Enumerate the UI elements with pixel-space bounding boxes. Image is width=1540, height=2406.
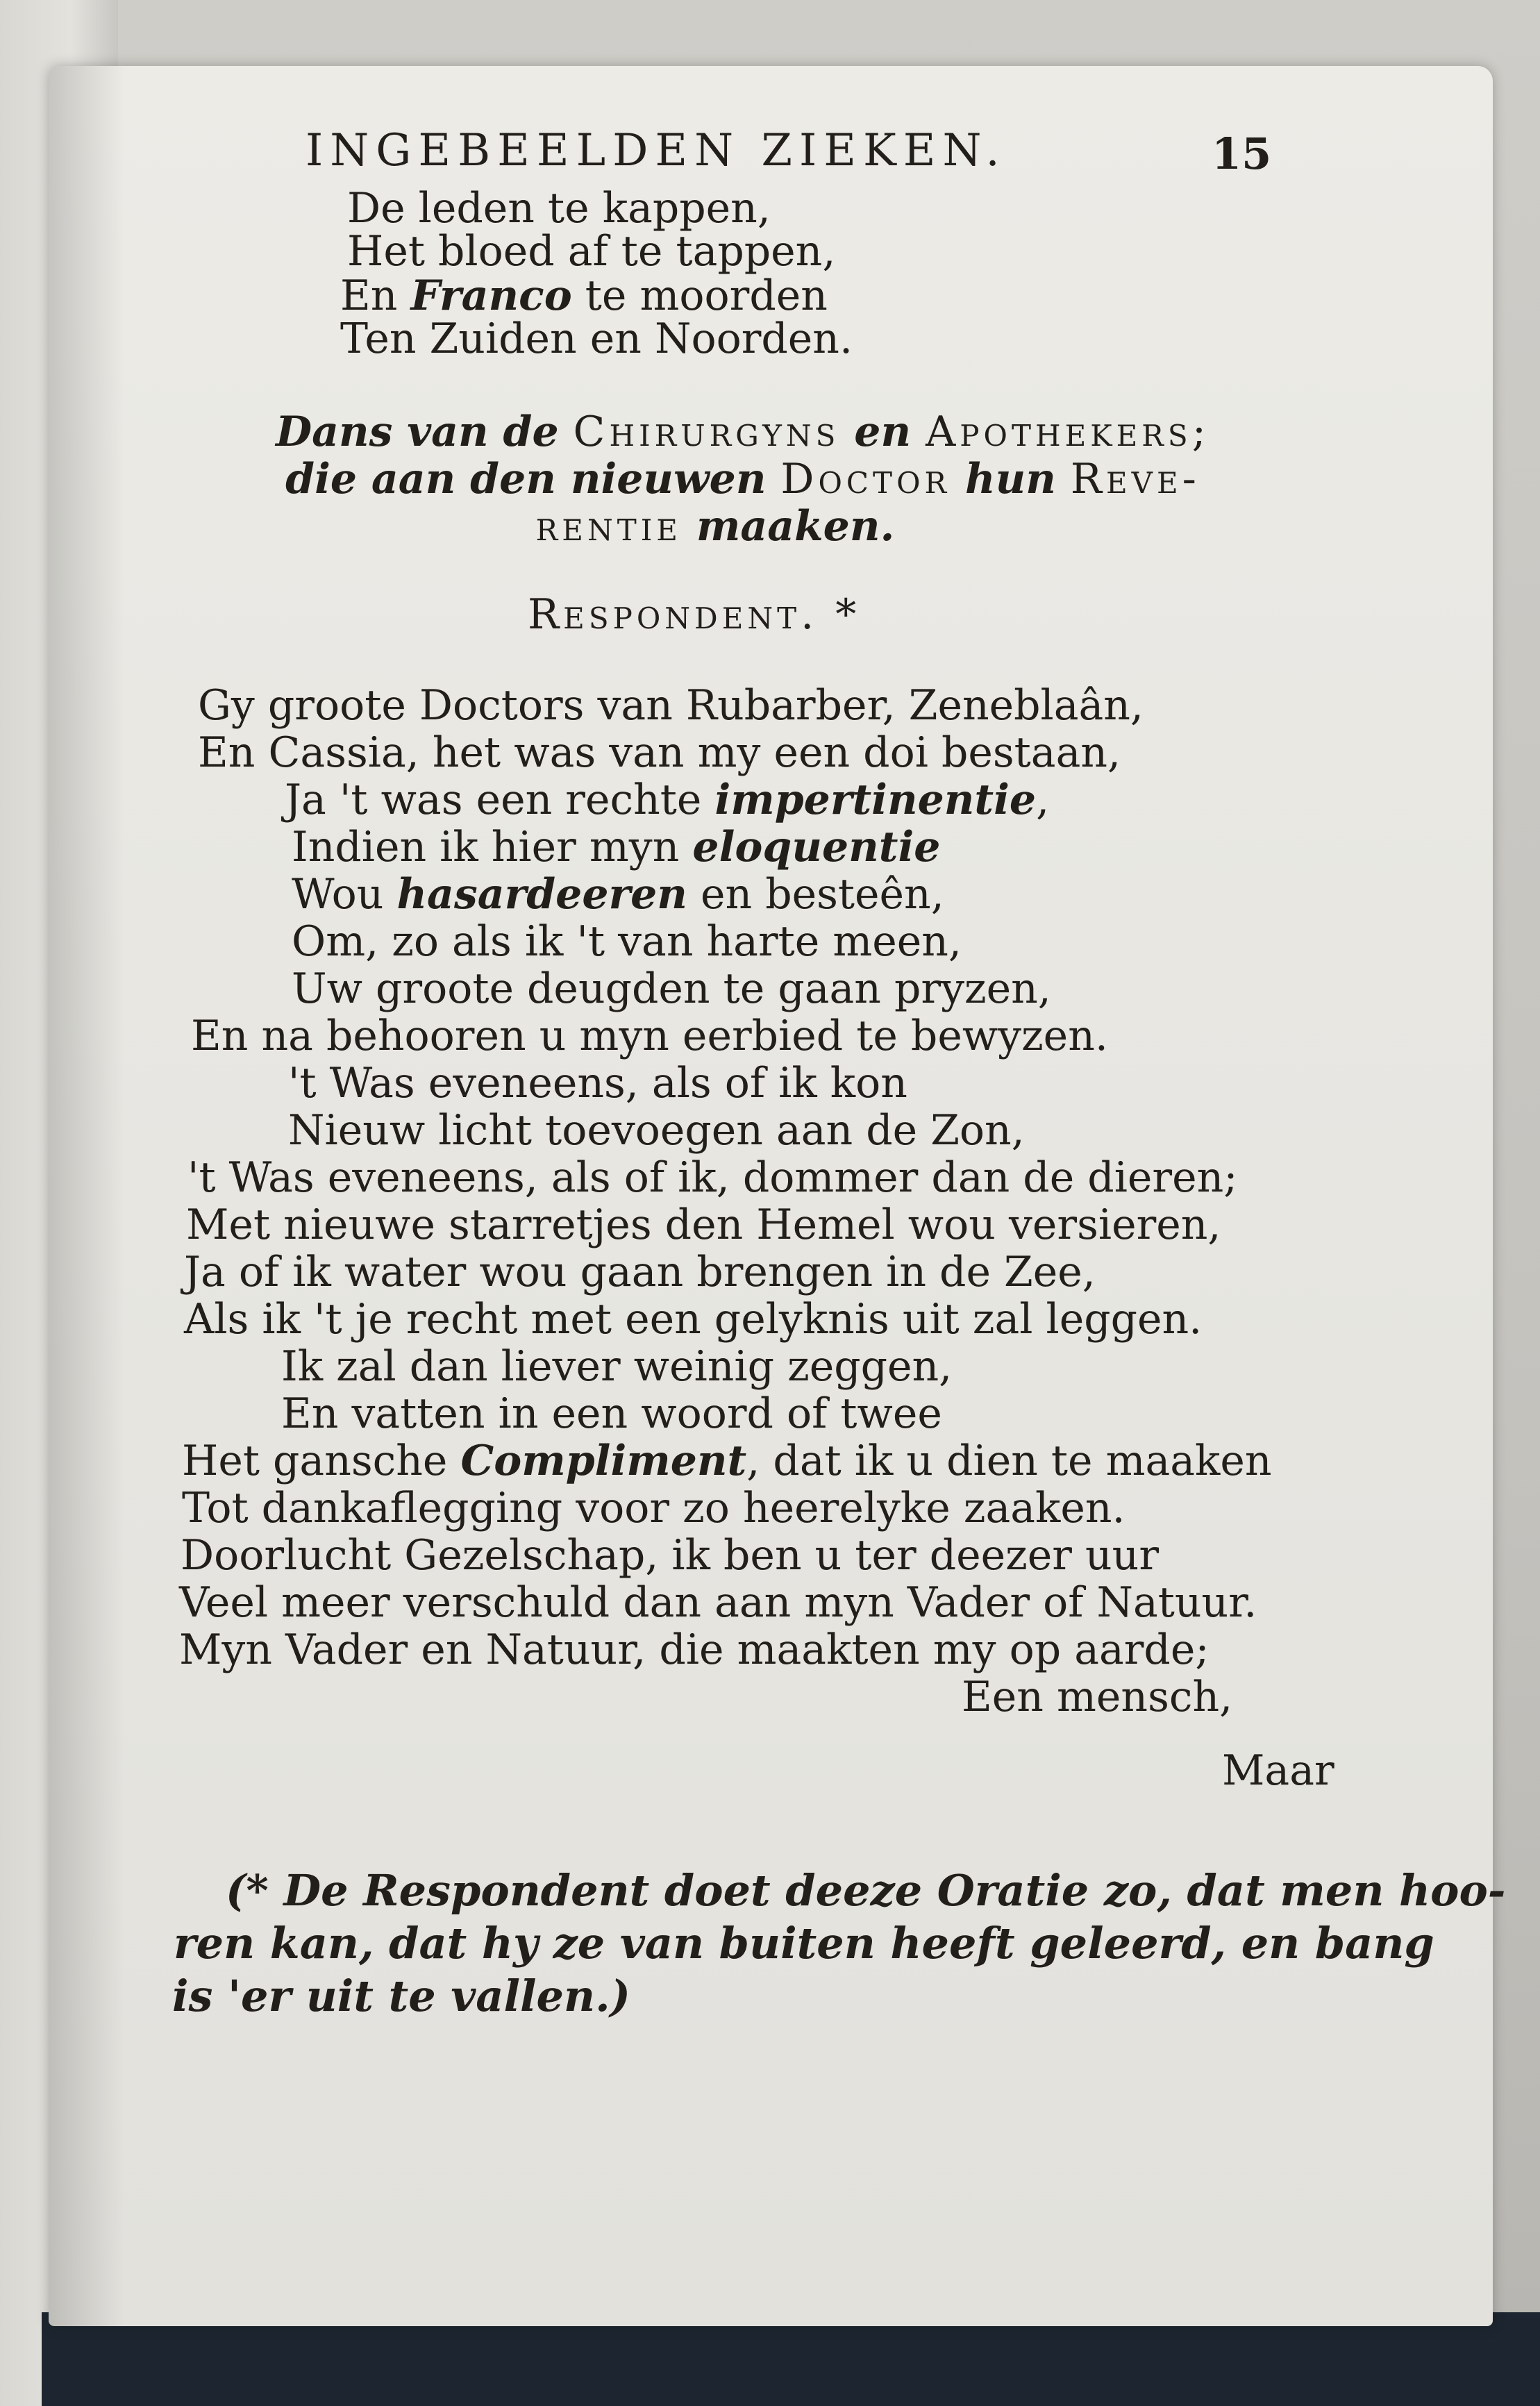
- text-run: Franco: [410, 271, 572, 320]
- text-run: 't Was eveneens, als of ik, dommer dan de dieren;: [187, 1153, 1238, 1202]
- text-run: Apothekers;: [925, 408, 1210, 456]
- text-run: 't Was eveneens, als of ik kon: [288, 1059, 907, 1108]
- speech-line: [292, 870, 944, 919]
- text-run: is 'er uit te vallen.): [172, 1971, 630, 2021]
- text-run: hun: [951, 455, 1071, 503]
- stanza-line: [347, 184, 771, 233]
- running-head: INGEBEELDEN ZIEKEN.: [306, 125, 1007, 176]
- text-run: Om, zo als ik 't van harte meen,: [292, 917, 962, 966]
- text-run: Gy groote Doctors van Rubarber, Zeneblaân,: [198, 681, 1144, 730]
- stage-direction-line: [194, 408, 1291, 456]
- text-run: Ja 't was een rechte: [285, 776, 715, 824]
- text-run: hasardeeren: [396, 870, 687, 919]
- text-run: Myn Vader en Natuur, die maakten my op aarde;: [179, 1626, 1210, 1674]
- speech-line: [182, 1484, 1125, 1532]
- text-run: Uw groote deugden te gaan pryzen,: [292, 964, 1051, 1013]
- speech-line: [186, 1201, 1221, 1249]
- footnote-line: [172, 1971, 630, 2021]
- page-number: 15: [1212, 128, 1272, 179]
- speech-line: [288, 1059, 907, 1108]
- text-run: Veel meer verschuld dan aan myn Vader of Natuur.: [179, 1578, 1257, 1627]
- text-run: Een mensch,: [962, 1673, 1233, 1721]
- speech-line: [962, 1673, 1233, 1721]
- stanza-line: [340, 271, 828, 320]
- speech-line: [181, 1531, 1160, 1580]
- text-run: , dat ik u dien te maaken: [746, 1437, 1272, 1485]
- speech-line: [198, 728, 1121, 777]
- footnote-line: [174, 1918, 1434, 1969]
- text-run: Ja of ik water wou gaan brengen in de Zee,: [184, 1248, 1096, 1296]
- text-run: rentie: [535, 502, 682, 551]
- text-run: Nieuw licht toevoegen aan de Zon,: [288, 1106, 1025, 1155]
- text-run: Het gansche: [182, 1437, 461, 1485]
- text-run: die aan den nieuwen: [285, 455, 781, 503]
- text-run: Chirurgyns: [573, 408, 840, 456]
- speech-line: [198, 681, 1144, 730]
- stanza-line: [347, 227, 836, 276]
- text-run: Doctor: [780, 455, 951, 503]
- speech-line: [191, 1012, 1108, 1060]
- text-run: Het bloed af te tappen,: [347, 227, 836, 276]
- speaker-heading: Respondent. *: [528, 590, 861, 639]
- text-run: (* De Respondent doet deeze Oratie zo, dat men hoo-: [226, 1865, 1506, 1916]
- text-run: maaken.: [681, 502, 895, 551]
- speech-line: [292, 917, 962, 966]
- text-run: Wou: [292, 870, 397, 919]
- speech-line: [184, 1248, 1096, 1296]
- text-run: Als ik 't je recht met een gelyknis uit zal leggen.: [184, 1295, 1203, 1344]
- speech-line: [187, 1153, 1238, 1202]
- speech-line: [288, 1106, 1025, 1155]
- speech-line: [281, 1342, 953, 1391]
- text-run: impertinentie: [714, 776, 1037, 824]
- speech-line: [184, 1295, 1203, 1344]
- text-run: Tot dankaflegging voor zo heerelyke zaaken.: [182, 1484, 1125, 1532]
- catchword: Maar: [1222, 1746, 1334, 1795]
- text-run: ren kan, dat hy ze van buiten heeft geleerd, en bang: [174, 1918, 1434, 1969]
- stanza-line: [340, 315, 853, 363]
- text-run: Met nieuwe starretjes den Hemel wou versieren,: [186, 1201, 1221, 1249]
- text-run: En na behooren u myn eerbied te bewyzen.: [191, 1012, 1108, 1060]
- text-run: En: [340, 271, 411, 320]
- stage-direction-line: [458, 502, 972, 551]
- text-run: Ten Zuiden en Noorden.: [340, 315, 853, 363]
- text-run: en besteên,: [687, 870, 944, 919]
- text-run: En vatten in een woord of twee: [281, 1389, 942, 1438]
- text-run: En Cassia, het was van my een doi bestaan,: [198, 728, 1121, 777]
- speech-line: [285, 776, 1050, 824]
- speech-line: [182, 1437, 1272, 1485]
- speech-line: [281, 1389, 942, 1438]
- text-run: te moorden: [571, 271, 828, 320]
- speech-line: [292, 964, 1051, 1013]
- speech-line: [292, 823, 941, 871]
- speech-line: [179, 1578, 1257, 1627]
- page-gutter-shadow: [49, 66, 125, 2326]
- text-run: Reve-: [1070, 455, 1200, 503]
- text-run: ,: [1036, 776, 1050, 824]
- text-run: en: [839, 408, 926, 456]
- text-run: Indien ik hier myn: [292, 823, 693, 871]
- text-run: Doorlucht Gezelschap, ik ben u ter deezer uur: [181, 1531, 1160, 1580]
- book-cover-edge: [42, 2312, 1540, 2406]
- footnote-line: [226, 1865, 1506, 1916]
- text-run: De leden te kappen,: [347, 184, 771, 233]
- speech-line: [179, 1626, 1210, 1674]
- text-run: Compliment: [460, 1437, 747, 1485]
- text-run: Dans van de: [276, 408, 574, 456]
- stage-direction-line: [250, 455, 1236, 503]
- text-run: eloquentie: [692, 823, 941, 871]
- text-run: Ik zal dan liever weinig zeggen,: [281, 1342, 953, 1391]
